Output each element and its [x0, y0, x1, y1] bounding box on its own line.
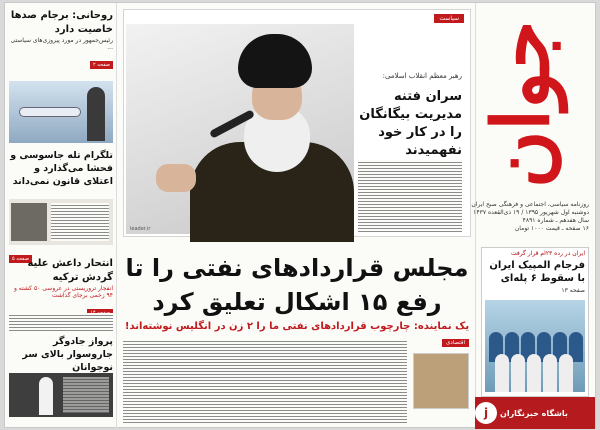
- left-story-2[interactable]: [9, 149, 113, 188]
- left-story-3-sub: انفجار تروریستی در عروسی ۵۰ کشته و ۹۴ زخمی برجای گذاشت: [13, 285, 113, 299]
- main-subhead: یک نماینده: چارچوب قراردادهای نفتی ما را ۲ زن در انگلیس نوشته‌اند!: [124, 321, 470, 332]
- masthead-info: [471, 201, 589, 233]
- olympic-title: فرجام المپیک ایران با سقوط ۶ پله‌ای: [489, 260, 585, 284]
- left-story-4[interactable]: [9, 335, 113, 374]
- missile-photo: [9, 81, 113, 143]
- left-story-4-photo: [9, 373, 113, 417]
- team-photo: [485, 300, 585, 392]
- left-story-3-title: انتحار داعش علیه گردش ترکیه: [27, 258, 113, 283]
- lead-kicker: رهبر معظم انقلاب اسلامی:: [382, 72, 462, 80]
- left-story-1-title: روحانی: برجام صدها خاصیت دارد: [10, 10, 113, 35]
- olympic-kicker: ایران در رده ۲۳ام قرار گرفت: [510, 250, 585, 257]
- left-story-1[interactable]: [9, 9, 113, 70]
- masthead-info-line: دوشنبه اول شهریور ۱۳۹۵ / ۱۹ ذی‌القعده ۱۴۳۷: [473, 209, 589, 216]
- olympic-story[interactable]: [481, 247, 589, 397]
- main-body-text: [123, 339, 407, 423]
- newspaper-page: [4, 2, 596, 428]
- club-logo-icon: j: [475, 402, 497, 424]
- economy-photo: [413, 353, 469, 409]
- lead-story[interactable]: [123, 9, 471, 237]
- lead-photo: [126, 24, 354, 234]
- left-story-1-sub: رئیس‌جمهور در مورد پیروزی‌های سیاستی ...: [10, 37, 113, 51]
- footer-ad[interactable]: [475, 397, 595, 429]
- olympic-page: صفحه ۱۳: [561, 287, 585, 294]
- masthead-info-line: ۱۶ صفحه ـ قیمت ۱۰۰۰ تومان: [514, 225, 589, 232]
- photo-credit: leader.ir: [130, 226, 151, 232]
- left-story-1-tag: صفحه ۲: [90, 61, 113, 69]
- lead-title: سران فتنه مدیریت بیگانگان را در کار خود نفهمیدند: [359, 89, 462, 158]
- masthead-info-line: سال هفدهم ـ شماره ۴۸۹۱: [522, 217, 589, 224]
- left-story-4-title: پرواز جادوگر جاروسوار بالای سر نوجوانان: [22, 336, 113, 373]
- left-story-2-photo: [9, 199, 113, 245]
- lead-tag: سیاست: [434, 14, 464, 23]
- masthead-column: [471, 3, 595, 429]
- left-column: [5, 3, 117, 429]
- newspaper-logo: جوان: [476, 20, 567, 188]
- left-story-3[interactable]: [9, 257, 113, 318]
- masthead-info-line: روزنامه سیاسی، اجتماعی و فرهنگی صبح ایران: [471, 201, 589, 208]
- center-column: [119, 3, 475, 429]
- left-story-2-tag: صفحه ۵: [9, 255, 32, 263]
- footer-ad-label: باشگاه خبرنگاران: [500, 408, 568, 418]
- left-story-4-text: [9, 313, 113, 333]
- section-tag: اقتصادی: [442, 339, 469, 347]
- left-story-2-title: تلگرام تله جاسوسی و فحشا می‌گذارد و اعتلای قانون نمی‌داند: [10, 150, 113, 187]
- main-headline[interactable]: مجلس قراردادهای نفتی را تا رفع ۱۵ اشکال تعلیق کرد: [125, 254, 469, 316]
- lead-body-text: [358, 160, 462, 232]
